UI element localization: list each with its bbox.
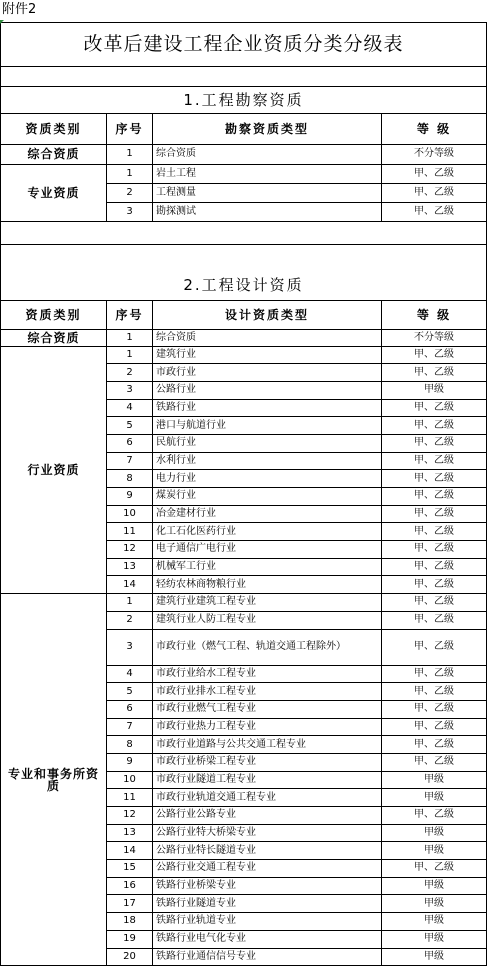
table-cell-no: 5 (107, 417, 153, 435)
table-cell-type: 工程测量 (153, 183, 382, 202)
table-cell-no: 1 (107, 346, 153, 364)
design-section-heading: 2.工程设计资质 (1, 270, 487, 300)
table-cell-type: 市政行业 (153, 364, 382, 382)
table-cell-type: 市政行业轨道交通工程专业 (153, 789, 382, 807)
table-cell-no: 15 (107, 860, 153, 878)
table-cell-grade: 甲、乙级 (382, 629, 487, 665)
survey-col-no: 序号 (107, 113, 153, 144)
table-cell-grade: 甲、乙级 (382, 718, 487, 736)
table-cell-no: 13 (107, 824, 153, 842)
design-industry-label: 行业资质 (1, 346, 107, 594)
table-cell-type: 铁路行业通信信号专业 (153, 948, 382, 966)
survey-col-type: 勘察资质类型 (153, 113, 382, 144)
table-cell-no: 1 (107, 164, 153, 183)
table-cell-grade: 甲、乙级 (382, 202, 487, 221)
table-cell-type: 市政行业（燃气工程、轨道交通工程除外） (153, 629, 382, 665)
table-cell-no: 2 (107, 183, 153, 202)
table-cell-grade: 甲级 (382, 771, 487, 789)
table-cell-type: 铁路行业 (153, 399, 382, 417)
table-cell-grade: 甲级 (382, 842, 487, 860)
table-cell-no: 9 (107, 753, 153, 771)
table-cell-grade: 甲、乙级 (382, 576, 487, 594)
design-specialty-firm-label: 专业和事务所资质 (1, 594, 107, 966)
table-cell-grade: 甲、乙级 (382, 700, 487, 718)
table-cell-no: 11 (107, 523, 153, 541)
table-cell-grade: 甲、乙级 (382, 346, 487, 364)
annex-row (1, 0, 487, 22)
table-cell-no: 4 (107, 665, 153, 683)
table-cell-grade: 甲、乙级 (382, 523, 487, 541)
table-cell-grade: 甲、乙级 (382, 164, 487, 183)
table-cell-no: 20 (107, 948, 153, 966)
table-cell-grade: 甲、乙级 (382, 558, 487, 576)
table-cell-no: 11 (107, 789, 153, 807)
table-cell-grade: 甲级 (382, 913, 487, 931)
table-cell-grade: 甲、乙级 (382, 505, 487, 523)
table-cell-type: 公路行业特大桥梁专业 (153, 824, 382, 842)
table-cell-grade: 甲、乙级 (382, 434, 487, 452)
page-title: 改革后建设工程企业资质分类分级表 (1, 22, 487, 66)
survey-col-category: 资质类别 (1, 113, 107, 144)
table-cell-no: 13 (107, 558, 153, 576)
table-row (1, 346, 487, 364)
table-cell-no: 14 (107, 576, 153, 594)
table-cell-no: 7 (107, 452, 153, 470)
table-cell-no: 17 (107, 895, 153, 913)
table-cell-no: 3 (107, 202, 153, 221)
table-cell-no: 2 (107, 364, 153, 382)
table-cell-grade: 甲、乙级 (382, 594, 487, 612)
design-col-grade: 等 级 (382, 300, 487, 329)
spacer-row (1, 244, 487, 270)
table-cell-grade: 甲、乙级 (382, 860, 487, 878)
table-cell-type: 建筑行业人防工程专业 (153, 611, 382, 629)
cell-comment-marker (0, 20, 4, 24)
table-cell-no: 1 (107, 329, 153, 346)
table-cell-no: 2 (107, 611, 153, 629)
table-cell-type: 冶金建材行业 (153, 505, 382, 523)
table-cell-type: 公路行业公路专业 (153, 807, 382, 825)
table-cell-grade: 甲、乙级 (382, 364, 487, 382)
table-cell-type: 市政行业隧道工程专业 (153, 771, 382, 789)
table-cell-type: 轻纺农林商物粮行业 (153, 576, 382, 594)
table-cell-type: 民航行业 (153, 434, 382, 452)
table-cell-grade: 甲级 (382, 877, 487, 895)
table-cell-type: 公路行业特长隧道专业 (153, 842, 382, 860)
table-cell-no: 5 (107, 683, 153, 701)
table-cell-no: 6 (107, 700, 153, 718)
table-cell-grade: 甲、乙级 (382, 541, 487, 559)
table-cell-grade: 甲、乙级 (382, 611, 487, 629)
table-cell-no: 4 (107, 399, 153, 417)
table-cell-no: 3 (107, 381, 153, 399)
table-cell-grade: 甲、乙级 (382, 683, 487, 701)
table-cell-type: 化工石化医药行业 (153, 523, 382, 541)
table-cell-grade: 甲、乙级 (382, 183, 487, 202)
table-cell-grade: 不分等级 (382, 144, 487, 164)
table-cell-no: 14 (107, 842, 153, 860)
table-cell-grade: 甲级 (382, 930, 487, 948)
annex-label: 附件2 (2, 2, 37, 17)
table-cell-type: 建筑行业 (153, 346, 382, 364)
table-cell-grade: 甲、乙级 (382, 417, 487, 435)
survey-specialty-label: 专业资质 (1, 164, 107, 221)
table-cell-type: 综合资质 (153, 144, 382, 164)
table-cell-grade: 甲级 (382, 948, 487, 966)
table-cell-no: 12 (107, 541, 153, 559)
table-cell-grade: 甲、乙级 (382, 399, 487, 417)
design-col-no: 序号 (107, 300, 153, 329)
table-cell-no: 6 (107, 434, 153, 452)
survey-comprehensive-label: 综合资质 (1, 144, 107, 164)
table-cell-type: 市政行业排水工程专业 (153, 683, 382, 701)
design-col-type: 设计资质类型 (153, 300, 382, 329)
table-cell-type: 机械军工行业 (153, 558, 382, 576)
spacer-row (1, 66, 487, 86)
table-cell-type: 铁路行业轨道专业 (153, 913, 382, 931)
table-cell-type: 市政行业燃气工程专业 (153, 700, 382, 718)
table-cell-no: 8 (107, 470, 153, 488)
table-cell-type: 综合资质 (153, 329, 382, 346)
table-cell-grade: 不分等级 (382, 329, 487, 346)
table-cell-type: 市政行业道路与公共交通工程专业 (153, 736, 382, 754)
design-comprehensive-label: 综合资质 (1, 329, 107, 346)
table-body (1, 0, 487, 966)
table-cell-no: 7 (107, 718, 153, 736)
table-cell-no: 1 (107, 594, 153, 612)
table-cell-type: 港口与航道行业 (153, 417, 382, 435)
table-cell-type: 市政行业桥梁工程专业 (153, 753, 382, 771)
table-cell-grade: 甲级 (382, 895, 487, 913)
table-cell-no: 3 (107, 629, 153, 665)
table-cell-type: 铁路行业桥梁专业 (153, 877, 382, 895)
table-cell-no: 16 (107, 877, 153, 895)
table-cell-type: 公路行业交通工程专业 (153, 860, 382, 878)
table-cell-type: 勘探测试 (153, 202, 382, 221)
table-cell-grade: 甲级 (382, 824, 487, 842)
table-cell-grade: 甲、乙级 (382, 807, 487, 825)
table-cell-no: 9 (107, 488, 153, 506)
table-cell-type: 电力行业 (153, 470, 382, 488)
table-cell-no: 10 (107, 505, 153, 523)
table-cell-no: 18 (107, 913, 153, 931)
table-cell-type: 铁路行业隧道专业 (153, 895, 382, 913)
table-row (1, 594, 487, 612)
table-cell-grade: 甲、乙级 (382, 736, 487, 754)
table-cell-type: 铁路行业电气化专业 (153, 930, 382, 948)
survey-section-heading: 1.工程勘察资质 (1, 86, 487, 113)
table-cell-type: 市政行业热力工程专业 (153, 718, 382, 736)
table-cell-no: 1 (107, 144, 153, 164)
table-cell-no: 10 (107, 771, 153, 789)
table-cell-grade: 甲、乙级 (382, 488, 487, 506)
table-cell-grade: 甲、乙级 (382, 665, 487, 683)
table-cell-no: 8 (107, 736, 153, 754)
spacer-row (1, 221, 487, 244)
table-cell-no: 12 (107, 807, 153, 825)
table-cell-type: 公路行业 (153, 381, 382, 399)
table-row (1, 164, 487, 183)
table-cell-type: 岩土工程 (153, 164, 382, 183)
survey-col-grade: 等 级 (382, 113, 487, 144)
table-cell-grade: 甲、乙级 (382, 753, 487, 771)
table-cell-grade: 甲、乙级 (382, 452, 487, 470)
table-cell-type: 水利行业 (153, 452, 382, 470)
table-cell-grade: 甲、乙级 (382, 470, 487, 488)
table-cell-grade: 甲级 (382, 381, 487, 399)
table-cell-type: 电子通信广电行业 (153, 541, 382, 559)
design-col-category: 资质类别 (1, 300, 107, 329)
table-cell-type: 建筑行业建筑工程专业 (153, 594, 382, 612)
table-cell-grade: 甲级 (382, 789, 487, 807)
table-cell-type: 市政行业给水工程专业 (153, 665, 382, 683)
table-cell-no: 19 (107, 930, 153, 948)
table-cell-type: 煤炭行业 (153, 488, 382, 506)
